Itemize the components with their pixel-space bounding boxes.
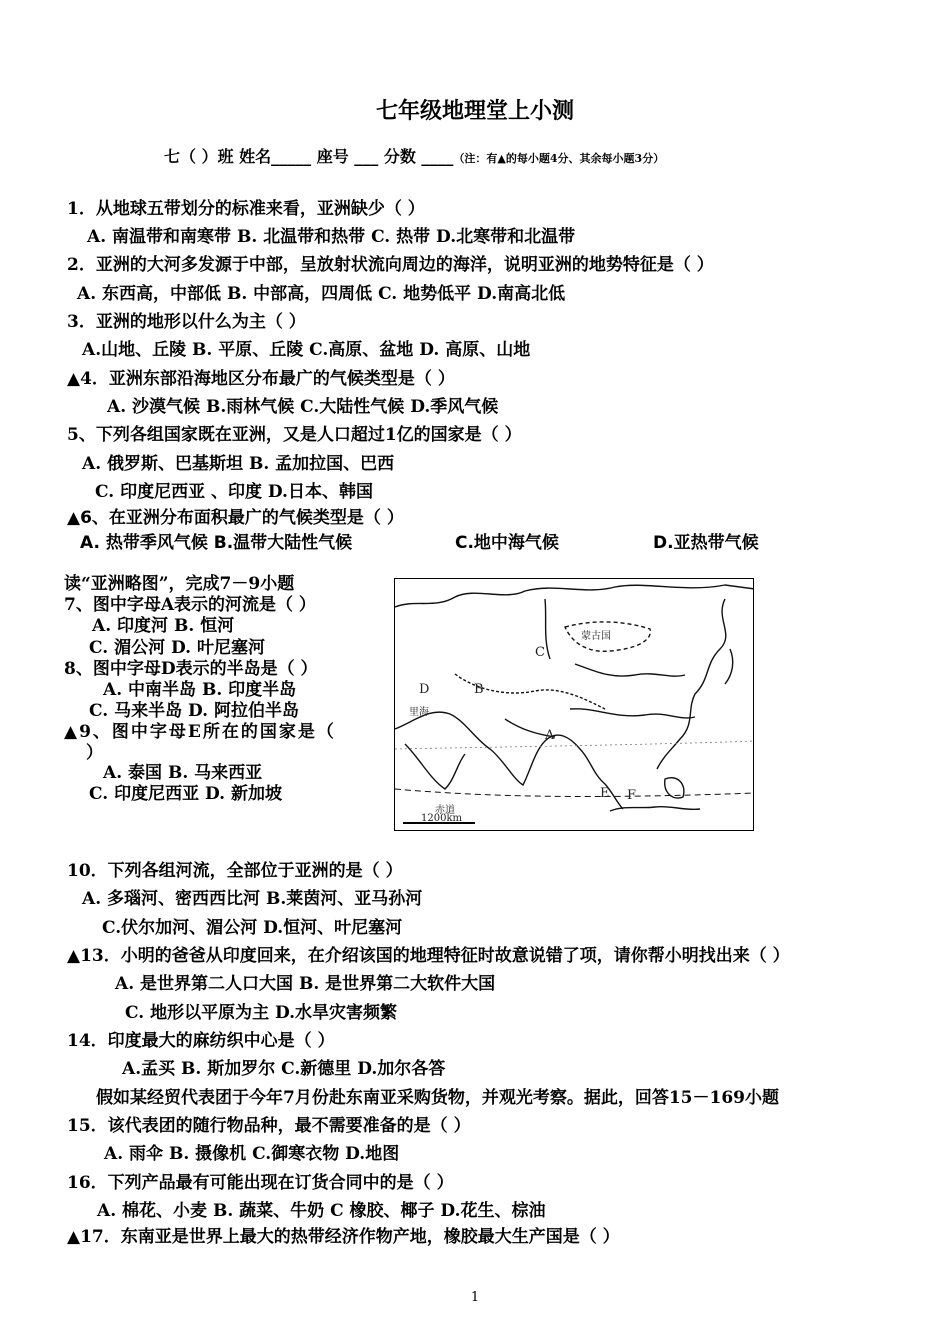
- page-title: 七年级地理堂上小测: [375, 98, 574, 124]
- student-info-fields: 七（ ）班 姓名_____ 座号 ___ 分数 ____: [164, 147, 454, 166]
- map-island-kalimantan: [665, 778, 684, 798]
- map-label-d: D: [419, 682, 430, 697]
- question-13: ▲13．小明的爸爸从印度回来，在介绍该国的地理特征时故意说错了项，请你帮小明找出来（ ）: [67, 946, 790, 966]
- map-label-e: E: [600, 786, 610, 801]
- map-peninsula-arabia: [405, 744, 465, 789]
- question-3: 3．亚洲的地形以什么为主（ ）: [67, 312, 306, 332]
- question-1: 1．从地球五带划分的标准来看，亚洲缺少（ ）: [67, 199, 425, 219]
- question-7-options-ab: A. 印度河 B. 恒河: [92, 616, 235, 636]
- question-4: ▲4．亚洲东部沿海地区分布最广的气候类型是（ ）: [67, 369, 455, 389]
- map-equator-line: [395, 789, 754, 796]
- question-8-options-cd: C. 马来半岛 D. 阿拉伯半岛: [89, 701, 299, 721]
- map-label-f: F: [627, 788, 637, 803]
- question-13-options-cd: C. 地形以平原为主 D.水旱灾害频繁: [125, 1003, 398, 1023]
- map-instruction: 读“亚洲略图”，完成7－9小题: [64, 574, 295, 594]
- map-place-mongolia: 蒙古国: [581, 631, 611, 642]
- map-coastline-north: [395, 585, 754, 607]
- asia-map: [394, 578, 754, 831]
- question-10-options-ab: A. 多瑙河、密西西比河 B.莱茵河、亚马孙河: [82, 889, 423, 909]
- map-island-japan: [725, 649, 733, 684]
- question-5-options-ab: A. 俄罗斯、巴基斯坦 B. 孟加拉国、巴西: [82, 454, 395, 474]
- question-7: 7、图中字母A表示的河流是（ ）: [64, 595, 316, 615]
- question-6-option-d: D.亚热带气候: [653, 533, 759, 553]
- map-label-a: A: [545, 728, 555, 743]
- question-6-options-ab: A. 热带季风气候 B.温带大陆性气候: [80, 533, 353, 553]
- question-2-options: A. 东西高，中部低 B. 中部高，四周低 C. 地势低平 D.南高北低: [77, 284, 566, 304]
- page-number: 1: [470, 1290, 480, 1305]
- map-island-indonesia: [610, 807, 700, 811]
- question-4-options: A. 沙漠气候 B.雨林气候 C.大陆性气候 D.季风气候: [107, 397, 499, 417]
- student-info-line: [164, 146, 664, 170]
- map-river-yangtze: [570, 709, 695, 718]
- question-15: 15．该代表团的随行物品种，最不需要准备的是（ ）: [67, 1116, 471, 1136]
- question-8-options-ab: A. 中南半岛 B. 印度半岛: [103, 680, 297, 700]
- question-16-options: A. 棉花、小麦 B. 蔬菜、牛奶 C 橡胶、椰子 D.花生、棕油: [97, 1201, 546, 1221]
- question-15-options: A. 雨伞 B. 摄像机 C.御寒衣物 D.地图: [104, 1144, 400, 1164]
- map-coastline-east: [657, 599, 726, 769]
- question-5: 5、下列各组国家既在亚洲，又是人口超过1亿的国家是（ ）: [67, 425, 522, 445]
- question-2: 2．亚洲的大河多发源于中部，呈放射状流向周边的海洋，说明亚洲的地势特征是（ ）: [67, 255, 714, 275]
- map-place-caspian: 里海: [409, 707, 429, 718]
- question-13-options-ab: A. 是世界第二人口大国 B. 是世界第二大软件大国: [115, 974, 496, 994]
- map-river-north: [545, 599, 550, 659]
- question-8: 8、图中字母D表示的半岛是（ ）: [64, 659, 318, 679]
- map-label-b: B: [474, 682, 484, 697]
- map-place-equator: 赤道: [435, 805, 455, 816]
- question-6-option-c: C.地中海气候: [455, 533, 559, 553]
- question-5-options-cd: C. 印度尼西亚 、印度 D.日本、韩国: [95, 482, 373, 502]
- scenario-intro: 假如某经贸代表团于今年7月份赴东南亚采购货物，并观光考察。据此，回答15－169小题: [96, 1088, 779, 1108]
- question-14-options: A.孟买 B. 斯加罗尔 C.新德里 D.加尔各答: [122, 1059, 446, 1079]
- question-1-options: A. 南温带和南寒带 B. 北温带和热带 C. 热带 D.北寒带和北温带: [87, 227, 576, 247]
- map-river-yellow: [575, 664, 685, 676]
- question-9-options-ab: A. 泰国 B. 马来西亚: [103, 763, 263, 783]
- scoring-note: （注：有▲的每小题4分、其余每小题3分）: [453, 152, 665, 165]
- map-scale-label: 1200km: [421, 813, 462, 824]
- question-10-options-cd: C.伏尔加河、湄公河 D.恒河、叶尼塞河: [102, 918, 403, 938]
- question-10: 10．下列各组河流，全部位于亚洲的是（ ）: [67, 861, 403, 881]
- question-16: 16．下列产品最有可能出现在订货合同中的是（ ）: [67, 1173, 454, 1193]
- question-3-options: A.山地、丘陵 B. 平原、丘陵 C.高原、盆地 D. 高原、山地: [82, 340, 531, 360]
- question-9-options-cd: C. 印度尼西亚 D. 新加坡: [89, 784, 282, 804]
- map-label-c: C: [535, 645, 545, 660]
- asia-map-drawing: [395, 579, 754, 831]
- question-9-close: ）: [86, 743, 103, 763]
- question-17: ▲17．东南亚是世界上最大的热带经济作物产地，橡胶最大生产国是（ ）: [67, 1227, 620, 1247]
- question-14: 14．印度最大的麻纺织中心是（ ）: [67, 1031, 335, 1051]
- question-6: ▲6、在亚洲分布面积最广的气候类型是（ ）: [67, 508, 404, 528]
- question-9: ▲9、图中字母E所在的国家是（: [64, 722, 336, 742]
- map-coastline-south: [395, 712, 623, 809]
- question-7-options-cd: C. 湄公河 D. 叶尼塞河: [89, 638, 265, 658]
